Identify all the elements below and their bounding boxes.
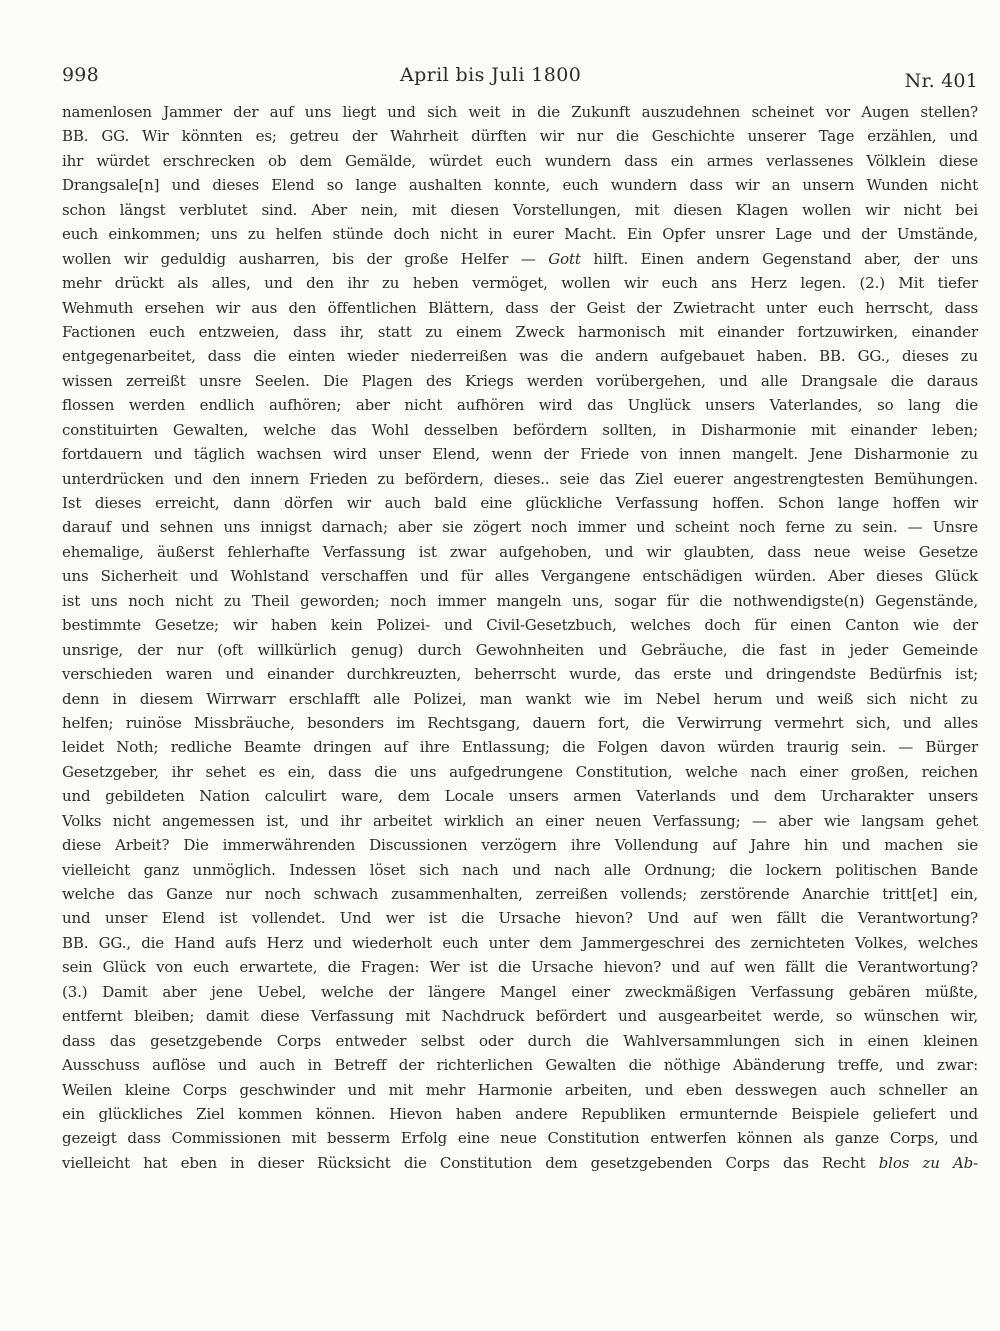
- text-line-content: ein glückliches Ziel kommen können. Hievon haben andere Republiken ermunternde Beispiele geliefert und: [62, 1104, 978, 1123]
- text-line-content: sein Glück von euch erwartete, die Fragen: Wer ist die Ursache hievon? und auf wen fällt die Verantwortung?: [62, 958, 978, 977]
- text-line: [62, 809, 978, 833]
- text-line: [62, 687, 978, 711]
- text-line: [62, 344, 978, 368]
- text-line: [62, 515, 978, 539]
- text-line: [62, 491, 978, 515]
- text-line-content: entfernt bleiben; damit diese Verfassung mit Nachdruck befördert und ausgearbeitet werde, so wünschen wir,: [62, 1007, 978, 1026]
- text-line: [62, 540, 978, 564]
- text-line-content: Gesetzgeber, ihr sehet es ein, dass die uns aufgedrungene Constitution, welche nach einer großen, reichen: [62, 762, 978, 781]
- page-number: 998: [62, 64, 99, 86]
- text-line-content: unterdrücken und den innern Frieden zu befördern, dieses.. seie das Ziel euerer angestrengtesten Bemühungen.: [62, 469, 978, 488]
- text-line-content: (3.) Damit aber jene Uebel, welche der längere Mangel einer zweckmäßigen Verfassung gebären müßte,: [62, 982, 978, 1001]
- text-line: [62, 247, 978, 271]
- text-line-content: ihr würdet erschrecken ob dem Gemälde, würdet euch wundern dass ein armes verlassenes Völklein diese: [62, 151, 978, 170]
- page-header: [62, 62, 978, 92]
- italic-phrase: Gott: [548, 249, 581, 268]
- text-line: [62, 149, 978, 173]
- text-line-content: mehr drückt als alles, und den ihr zu heben vermöget, wollen wir euch ans Herz legen. (2.) Mit tiefer: [62, 274, 978, 293]
- italic-phrase: blos zu Ab-: [878, 1153, 978, 1172]
- text-line-content: namenlosen Jammer der auf uns liegt und sich weit in die Zukunft auszudehnen scheinet vor Augen stellen?: [62, 103, 978, 121]
- text-line: [62, 784, 978, 808]
- text-line: [62, 418, 978, 442]
- text-line-content: bestimmte Gesetze; wir haben kein Polizei- und Civil-Gesetzbuch, welches doch für einen Canton wie der: [62, 616, 978, 635]
- text-line: [62, 931, 978, 955]
- text-line-content: leidet Noth; redliche Beamte dringen auf ihre Entlassung; die Folgen davon würden traurig sein. — Bürger: [62, 738, 978, 757]
- text-line: [62, 564, 978, 588]
- running-title: April bis Juli 1800: [400, 64, 582, 86]
- text-line: [62, 1004, 978, 1028]
- text-line: [62, 173, 978, 197]
- text-line: [62, 955, 978, 979]
- text-line-content: diese Arbeit? Die immerwährenden Discussionen verzögern ihre Vollendung auf Jahre hin und machen sie: [62, 836, 978, 855]
- text-line: [62, 1078, 978, 1102]
- text-line: [62, 442, 978, 466]
- text-line: [62, 735, 978, 759]
- text-line-content: wissen zerreißt unsre Seelen. Die Plagen des Kriegs werden vorübergehen, und alle Drangsale die daraus: [62, 371, 978, 390]
- text-line: [62, 882, 978, 906]
- text-line-content: gezeigt dass Commissionen mit besserm Erfolg eine neue Constitution entwerfen können als ganze Corps, und: [62, 1129, 978, 1148]
- body-text: [62, 100, 978, 1175]
- text-line: [62, 1151, 978, 1175]
- text-line-content: schon längst verblutet sind. Aber nein, mit diesen Vorstellungen, mit diesen Klagen wollen wir nicht bei: [62, 200, 978, 219]
- text-line: [62, 662, 978, 686]
- document-number: Nr. 401: [904, 70, 978, 92]
- text-line-content: fortdauern und täglich wachsen wird unser Elend, wenn der Friede von innen mangelt. Jene Disharmonie zu: [62, 445, 978, 464]
- text-line-content: constituirten Gewalten, welche das Wohl desselben befördern sollten, in Disharmonie mit einander leben;: [62, 420, 978, 439]
- text-line-content: denn in diesem Wirrwarr erschlafft alle Polizei, man wankt wie im Nebel herum und weiß sich nicht zu: [62, 689, 978, 708]
- text-line: [62, 589, 978, 613]
- text-line-content: vielleicht hat eben in dieser Rücksicht die Constitution dem gesetzgebenden Corps das Recht blos zu Ab-: [62, 1153, 978, 1172]
- text-line: [62, 467, 978, 491]
- text-line-content: ist uns noch nicht zu Theil geworden; noch immer mangeln uns, sogar für die nothwendigste(n) Gegenstände,: [62, 591, 978, 610]
- text-line: [62, 1053, 978, 1077]
- text-line: [62, 760, 978, 784]
- text-line-content: welche das Ganze nur noch schwach zusammenhalten, zerreißen vollends; zerstörende Anarchie tritt[et] ein,: [62, 885, 978, 903]
- text-line-content: darauf und sehnen uns innigst darnach; aber sie zögert noch immer und scheint noch ferne zu sein. — Unsre: [62, 518, 978, 537]
- text-line: [62, 124, 978, 148]
- text-line-content: unsrige, der nur (oft willkürlich genug) durch Gewohnheiten und Gebräuche, die fast in jeder Gemeinde: [62, 640, 978, 659]
- text-line: [62, 613, 978, 637]
- text-line-content: helfen; ruinöse Missbräuche, besonders im Rechtsgang, dauern fort, die Verwirrung vermehrt sich, und alles: [62, 713, 978, 732]
- text-line: [62, 369, 978, 393]
- text-line: [62, 393, 978, 417]
- text-line-content: Ausschuss auflöse und auch in Betreff der richterlichen Gewalten die nöthige Abänderung treffe, und zwar:: [62, 1056, 978, 1075]
- text-line-content: Drangsale[n] und dieses Elend so lange aushalten konnte, euch wundern dass wir an unsern Wunden nicht: [62, 176, 978, 195]
- text-line: [62, 296, 978, 320]
- text-line: [62, 906, 978, 930]
- text-line: [62, 271, 978, 295]
- text-line-content: BB. GG. Wir könnten es; getreu der Wahrheit dürften wir nur die Geschichte unserer Tage erzählen, und: [62, 127, 978, 146]
- text-line-content: Weilen kleine Corps geschwinder und mit mehr Harmonie arbeiten, und eben desswegen auch schneller an: [62, 1080, 978, 1099]
- text-line: [62, 222, 978, 246]
- text-line-content: Ist dieses erreicht, dann dörfen wir auch bald eine glückliche Verfassung hoffen. Schon lange hoffen wir: [62, 494, 978, 512]
- text-line-content: und gebildeten Nation calculirt ware, dem Locale unsers armen Vaterlands und dem Urcharakter unsers: [62, 787, 978, 806]
- text-line-content: verschieden waren und einander durchkreuzten, beherrscht wurde, das erste und dringendste Bedürfnis ist;: [62, 665, 978, 684]
- text-line-content: dass das gesetzgebende Corps entweder selbst oder durch die Wahlversammlungen sich in einen kleinen: [62, 1031, 978, 1050]
- text-line-content: Factionen euch entzweien, dass ihr, statt zu einem Zweck harmonisch mit einander fortzuwirken, einander: [62, 322, 978, 341]
- text-line-content: BB. GG., die Hand aufs Herz und wiederholt euch unter dem Jammergeschrei des zernichteten Volkes, welches: [62, 933, 978, 952]
- text-line: [62, 1126, 978, 1150]
- text-line: [62, 711, 978, 735]
- text-line: [62, 833, 978, 857]
- text-line-content: entgegenarbeitet, dass die einten wieder niederreißen was die andern aufgebauet haben. BB. GG., dieses zu: [62, 347, 978, 366]
- text-line-content: und unser Elend ist vollendet. Und wer ist die Ursache hievon? Und auf wen fällt die Verantwortung?: [62, 909, 978, 928]
- text-line: [62, 858, 978, 882]
- text-line-content: Volks nicht angemessen ist, und ihr arbeitet wirklich an einer neuen Verfassung; — aber wie langsam gehet: [62, 811, 978, 830]
- text-line: [62, 1029, 978, 1053]
- text-line: [62, 638, 978, 662]
- text-line-content: wollen wir geduldig ausharren, bis der große Helfer — Gott hilft. Einen andern Gegenstand aber, der uns: [62, 249, 979, 268]
- text-line: [62, 1102, 978, 1126]
- text-line: [62, 980, 978, 1004]
- text-line-content: Wehmuth ersehen wir aus den öffentlichen Blättern, dass der Geist der Zwietracht unter euch herrscht, dass: [62, 298, 978, 317]
- text-line-content: flossen werden endlich aufhören; aber nicht aufhören wird das Unglück unsers Vaterlandes, so lang die: [62, 396, 978, 415]
- text-line: [62, 198, 978, 222]
- text-line-content: uns Sicherheit und Wohlstand verschaffen und für alles Vergangene entschädigen würden. Aber dieses Glück: [62, 567, 978, 586]
- text-line: [62, 320, 978, 344]
- text-line: [62, 100, 978, 124]
- text-line-content: vielleicht ganz unmöglich. Indessen löset sich nach und nach alle Ordnung; die lockern politischen Bande: [62, 860, 978, 879]
- text-line-content: euch einkommen; uns zu helfen stünde doch nicht in eurer Macht. Ein Opfer unsrer Lage und der Umstände,: [62, 225, 978, 244]
- text-line-content: ehemalige, äußerst fehlerhafte Verfassung ist zwar aufgehoben, und wir glaubten, dass neue weise Gesetze: [62, 542, 978, 561]
